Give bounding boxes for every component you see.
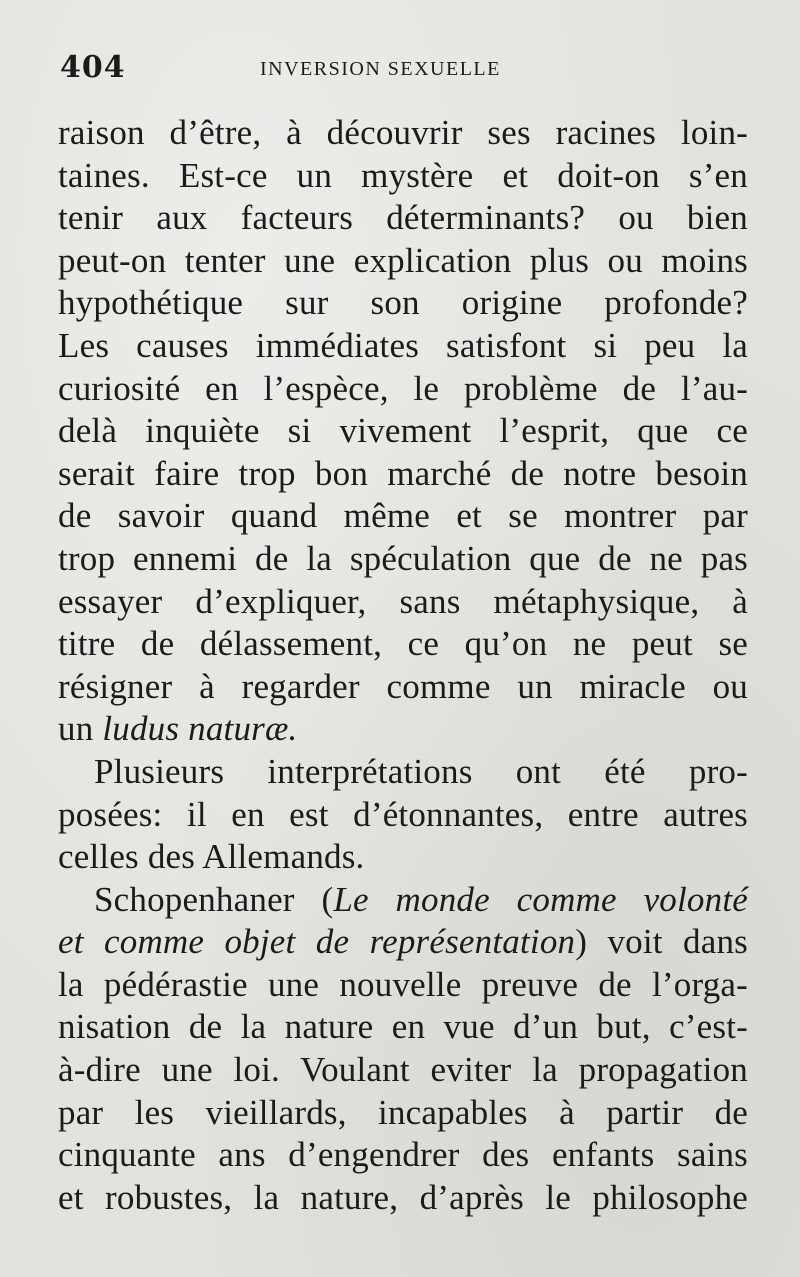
text-line: de savoir quand même et se montrer par — [58, 496, 748, 536]
italic-book-title: et comme objet de représentation — [58, 922, 576, 962]
paragraph-1 — [58, 112, 748, 751]
text-line — [58, 708, 748, 751]
text-line: nisation de la nature en vue d’un but, c’est- — [58, 1007, 748, 1047]
text-line: trop ennemi de la spéculation que de ne pas — [58, 538, 748, 578]
text-line: celles des Allemands. — [58, 837, 365, 877]
text-line — [58, 879, 748, 922]
text-line: posées: il en est d’étonnantes, entre autres — [58, 794, 748, 834]
text-line: la pédérastie une nouvelle preuve de l’orga- — [58, 964, 748, 1004]
text-line: raison d’être, à découvrir ses racines loin- — [58, 113, 748, 152]
text-line: essayer d’expliquer, sans métaphysique, à — [58, 581, 748, 621]
text-line: à-dire une loi. Voulant eviter la propagation — [58, 1050, 748, 1090]
text-line: serait faire trop bon marché de notre besoin — [58, 453, 748, 493]
text-line: cinquante ans d’engendrer des enfants sains — [58, 1135, 748, 1175]
text-line — [58, 921, 748, 964]
text-line: et robustes, la nature, d’après le philosophe — [58, 1177, 748, 1217]
text-line: par les vieillards, incapables à partir de — [58, 1092, 748, 1132]
page-header — [60, 48, 760, 88]
text-line: résigner à regarder comme un miracle ou — [58, 666, 748, 706]
paragraph-3 — [58, 879, 748, 1220]
italic-book-title: Le monde comme volonté — [333, 879, 748, 919]
text-line: taines. Est-ce un mystère et doit-on s’en — [58, 155, 748, 195]
text-span: Schopenhaner ( — [94, 879, 334, 919]
text-line: curiosité en l’espèce, le problème de l’au- — [58, 368, 748, 408]
running-title: INVERSION SEXUELLE — [260, 58, 501, 80]
italic-latin-phrase: ludus naturæ. — [102, 709, 298, 749]
text-line: peut-on tenter une explication plus ou moins — [58, 240, 748, 280]
page-number: 404 — [60, 50, 126, 85]
text-span: un — [58, 709, 103, 749]
text-line: titre de délassement, ce qu’on ne peut se — [58, 624, 748, 664]
text-line: tenir aux facteurs déterminants? ou bien — [58, 198, 748, 238]
text-line: delà inquiète si vivement l’esprit, que ce — [58, 411, 748, 451]
body-text — [58, 112, 748, 1219]
text-line: Les causes immédiates satisfont si peu la — [58, 325, 748, 365]
paragraph-2 — [58, 751, 748, 879]
text-line: hypothétique sur son origine profonde? — [58, 283, 748, 323]
text-line: Plusieurs interprétations ont été pro- — [94, 751, 748, 791]
text-span: ) voit dans — [575, 922, 748, 962]
